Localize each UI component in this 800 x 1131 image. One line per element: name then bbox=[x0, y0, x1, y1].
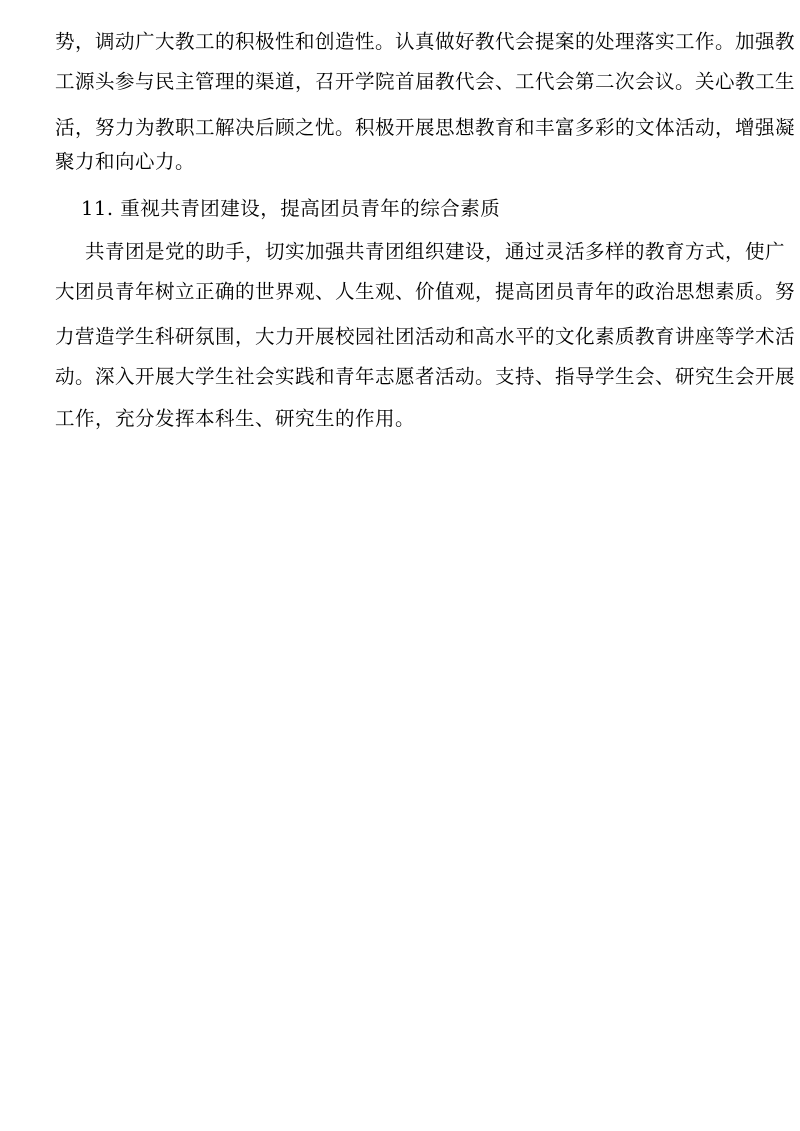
paragraph-line: 力营造学生科研氛围，大力开展校园社团活动和高水平的文化素质教育讲座等学术活 bbox=[55, 325, 796, 348]
paragraph-line: 共青团是党的助手，切实加强共青团组织建设，通过灵活多样的教育方式，使广 bbox=[85, 240, 786, 263]
paragraph-line: 活，努力为教职工解决后顾之忧。积极开展思想教育和丰富多彩的文体活动，增强凝 bbox=[55, 116, 796, 139]
paragraph-line: 动。深入开展大学生社会实践和青年志愿者活动。支持、指导学生会、研究生会开展 bbox=[55, 365, 796, 388]
paragraph-line: 工作，充分发挥本科生、研究生的作用。 bbox=[55, 407, 416, 430]
paragraph-line: 工源头参与民主管理的渠道，召开学院首届教代会、工代会第二次会议。关心教工生 bbox=[55, 70, 796, 93]
section-heading: 11. 重视共青团建设，提高团员青年的综合素质 bbox=[81, 197, 501, 220]
paragraph-line: 大团员青年树立正确的世界观、人生观、价值观，提高团员青年的政治思想素质。努 bbox=[55, 280, 796, 303]
paragraph-line: 聚力和向心力。 bbox=[55, 150, 196, 173]
paragraph-line: 势，调动广大教工的积极性和创造性。认真做好教代会提案的处理落实工作。加强教 bbox=[55, 30, 796, 53]
